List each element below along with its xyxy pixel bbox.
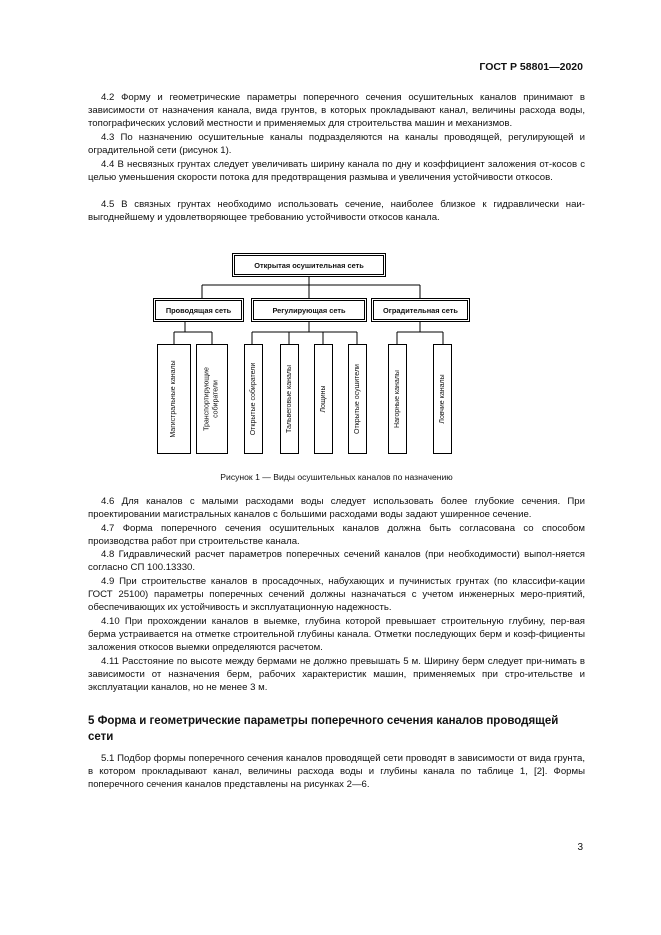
paragraph-4-7: 4.7 Форма поперечного сечения осушительных каналов должна быть согласована со способом производства работ при строительстве канала. <box>88 523 585 548</box>
diagram-root-node: Открытая осушительная сеть <box>232 253 386 277</box>
paragraph-4-2: 4.2 Форму и геометрические параметры поперечного сечения осушительных каналов принимают в зависимости от назначения канала, вида грунтов, в которых прокладывают канал, величины расхода воды, топографических условий местности и применяемых для строительства машин и механизмов. <box>88 92 585 130</box>
diagram-leaf-label: Транспортирующие собиратели <box>203 367 219 431</box>
diagram-leaf <box>314 344 333 454</box>
diagram-leaf-label: Открытые собиратели <box>249 362 257 436</box>
paragraph-4-4: 4.4 В несвязных грунтах следует увеличивать ширину канала по дну и коэффициент заложения от-косов с целью уменьшения скорости потока для предотвращения размыва и увеличения устойчивости откосов. <box>88 159 585 184</box>
figure-caption: Рисунок 1 — Виды осушительных каналов по назначению <box>220 472 453 482</box>
diagram-leaf-label: Нагорные каналы <box>393 370 401 428</box>
page-number: 3 <box>577 842 583 853</box>
diagram-leaf <box>348 344 367 454</box>
diagram-leaf <box>433 344 452 454</box>
diagram-group-conducting: Проводящая сеть <box>153 298 244 322</box>
document-id: ГОСТ Р 58801—2020 <box>479 61 583 73</box>
diagram-leaf <box>157 344 191 454</box>
paragraph-4-11: 4.11 Расстояние по высоте между бермами не должно превышать 5 м. Ширину берм следует при-нимать в зависимости от назначения берм, рабочих характеристик машин, применяемых при стро-ительстве и эксплуатации каналов, но не менее 3 м. <box>88 656 585 694</box>
diagram-leaf-label: Магистральные каналы <box>169 360 177 438</box>
diagram-leaf-label: Ловчие каналы <box>438 374 446 424</box>
diagram-leaf-label: Лощины <box>319 385 327 413</box>
paragraph-4-8: 4.8 Гидравлический расчет параметров поперечных сечений каналов (при необходимости) выпол-няется согласно СП 100.13330. <box>88 549 585 574</box>
diagram-group-regulating: Регулирующая сеть <box>251 298 367 322</box>
paragraph-4-6: 4.6 Для каналов с малыми расходами воды следует использовать более глубокие сечения. При проектировании магистральных каналов с большими расходами воды задают уширенное сечение. <box>88 496 585 521</box>
paragraph-4-9: 4.9 При строительстве каналов в просадочных, набухающих и пучинистых грунтах (по классифи-кации ГОСТ 25100) параметры поперечных сечений должны назначаться с учетом инженерных меро-приятий, обеспечивающих их устойчивость и эксплуатационную надежность. <box>88 576 585 614</box>
section-5-heading: 5 Форма и геометрические параметры поперечного сечения каналов проводящей сети <box>88 715 559 743</box>
paragraph-4-10: 4.10 При прохождении каналов в выемке, глубина которой превышает строительную глубину, пер-вая берма устраивается на отметке строительной глубины канала. Отметки последующих берм и коэф-фициенты заложения откосов выемки определяются расчетом. <box>88 616 585 654</box>
paragraph-5-1: 5.1 Подбор формы поперечного сечения каналов проводящей сети проводят в зависимости от вида грунта, в котором прокладывают канал, величины расхода воды и глубины канала по таблице 1, [2]. Формы поперечного сечения каналов представлены на рисунках 2—6. <box>88 753 585 791</box>
diagram-group-enclosing: Оградительная сеть <box>371 298 470 322</box>
diagram-leaf-label: Открытые осушители <box>353 364 361 434</box>
diagram-leaf <box>244 344 263 454</box>
diagram-leaf <box>388 344 407 454</box>
paragraph-4-5: 4.5 В связных грунтах необходимо использовать сечение, наиболее близкое к гидравлически наи-выгоднейшему и удовлетворяющее требованию устойчивости откосов канала. <box>88 199 585 224</box>
diagram-leaf-label: Тальвеговые каналы <box>285 365 293 433</box>
diagram-leaf <box>280 344 299 454</box>
diagram-leaf <box>196 344 228 454</box>
paragraph-4-3: 4.3 По назначению осушительные каналы подразделяются на каналы проводящей, регулирующей и оградительной сети (рисунок 1). <box>88 132 585 157</box>
